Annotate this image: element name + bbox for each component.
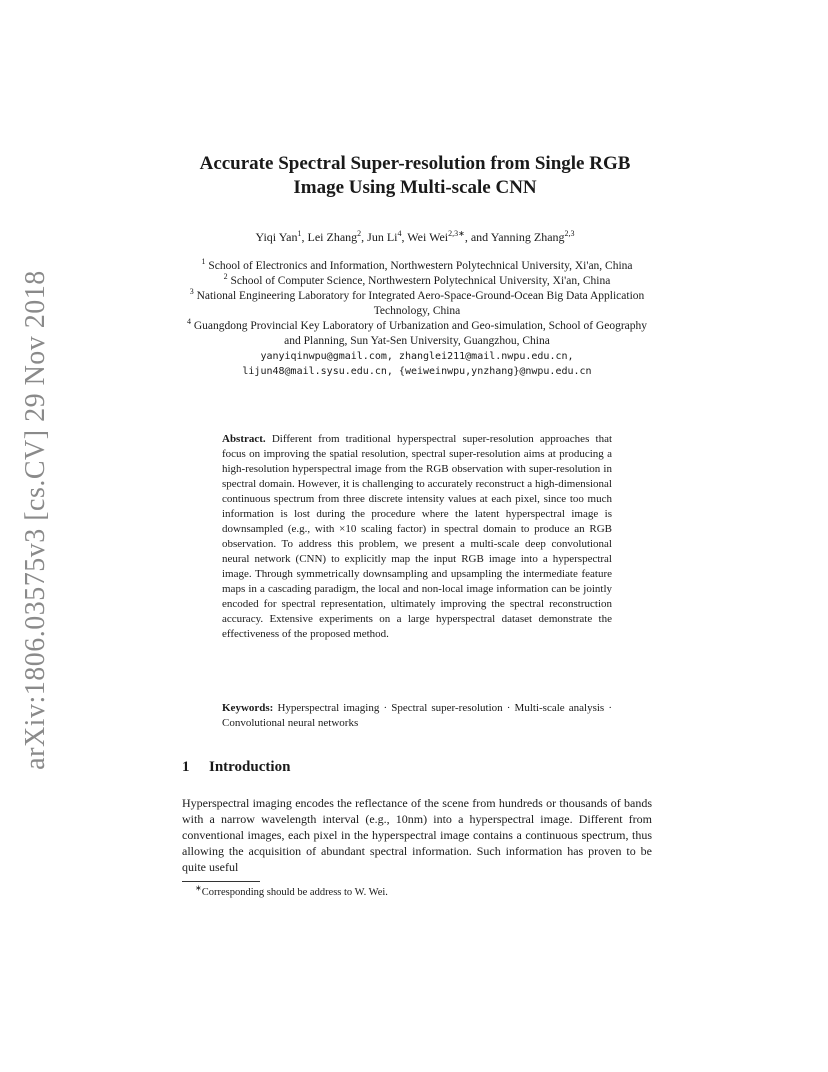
email-list [182,349,652,379]
email-line: lijun48@mail.sysu.edu.cn, {weiweinwpu,ynzhang}@nwpu.edu.cn [242,366,592,377]
email-line: yanyiqinwpu@gmail.com, zhanglei211@mail.nwpu.edu.cn, [260,351,574,362]
section-number: 1 [182,759,190,775]
section-title: Introduction [209,759,291,775]
affiliation: $^4$ Guangdong Provincial Key Laboratory of Urbanization and Geo-simulation, School of Geography and Planning, Sun Yat-Sen University, Guangzhou, China [186,317,648,347]
footnote [195,883,388,900]
affiliation: $^3$ National Engineering Laboratory for Integrated Aero-Space-Ground-Ocean Big Data Application Technology, China [189,287,645,317]
keywords-label: Keywords: [222,702,274,714]
footnote-divider [182,881,260,882]
footnote-text: Corresponding should be address to W. Wei. [201,887,388,898]
arxiv-identifier-stamp: arXiv:1806.03575v3 [cs.CV] 29 Nov 2018 [20,270,51,770]
author: Yiqi Yan$^1$, [255,229,308,244]
author-list [180,229,650,245]
author: Lei Zhang$^2$, [307,229,368,244]
abstract [222,432,612,642]
affiliation-list [182,259,652,379]
intro-paragraph: Hyperspectral imaging encodes the reflectance of the scene from hundreds or thousands of bands with a narrow wavelength interval (e.g., 10nm) into a hyperspectral image. Different from conventional images, each pixel in the hyperspectral image contains a continuous spectrum, thus allowing the acquisition of abundant spectral information. Such information has proven to be quite useful [182,796,652,874]
footnote-mark: ∗ [195,883,202,893]
keywords-text: Hyperspectral imaging · Spectral super-resolution · Multi-scale analysis · Convolutional neural networks [222,702,612,729]
abstract-label: Abstract. [222,433,266,445]
affiliation: $^2$ School of Computer Science, Northwestern Polytechnical University, Xi'an, China [223,272,611,287]
abstract-text: Different from traditional hyperspectral super-resolution approaches that focus on improving the spatial resolution, spectral super-resolution aims at producing a high-resolution hyperspectral image from the RGB observation with super-resolution in spectral domain. However, it is challenging to accurately reconstruct a high-dimensional continuous spectrum from three discrete intensity values at each pixel, since too much information is lost during the procedure where the latent hyperspectral image is downsampled (e.g., with ×10 scaling factor) in spectral domain to produce an RGB observation. To address this problem, we present a multi-scale deep convolutional neural network (CNN) to explicitly map the input RGB image into a hyperspectral image. Through symmetrically downsampling and upsampling the intermediate feature maps in a cascading paradigm, the local and non-local image information can be jointly encoded for spectral representation, ultimately improving the spectral reconstruction accuracy. Extensive experiments on a large hyperspectral dataset demonstrate the effectiveness of the proposed method. [222,433,613,640]
affiliation: $^1$ School of Electronics and Information, Northwestern Polytechnical University, Xi'an, China [201,257,633,272]
keywords [222,701,612,731]
paper-title: Accurate Spectral Super-resolution from Single RGB Image Using Multi-scale CNN [199,153,631,198]
author: Jun Li$^4$, [367,229,408,244]
author: Yanning Zhang$^{2,3}$ [490,229,575,244]
section-heading [182,759,290,776]
author: Wei Wei$^{2,3∗}$, and [407,229,491,244]
